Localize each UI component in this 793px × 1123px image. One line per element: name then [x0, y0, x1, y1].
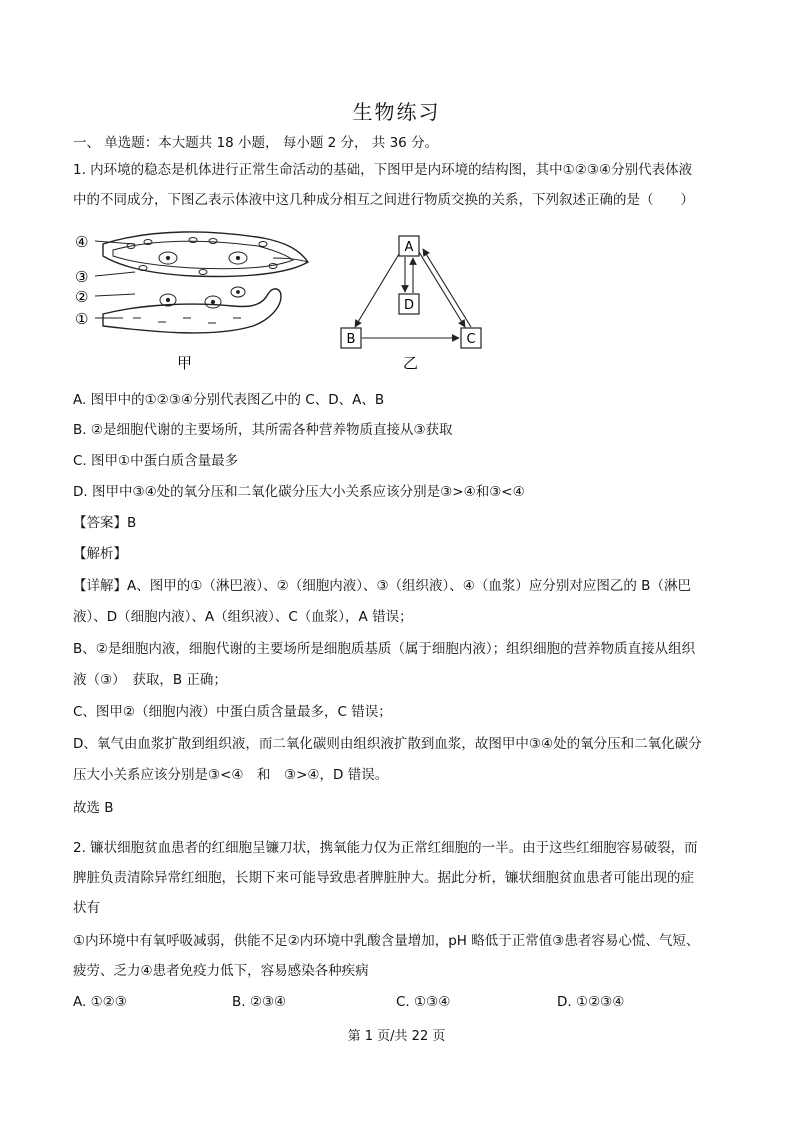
- q2-option-a: A. ①②③: [73, 994, 127, 1010]
- node-b: B: [346, 332, 356, 347]
- page-footer: 第 1 页/共 22 页: [347, 1029, 446, 1044]
- q2-option-b: B. ②③④: [232, 994, 287, 1010]
- q1-analysis-line-7: 压大小关系应该分别是③<④ 和 ③>④，D 错误。: [73, 767, 389, 783]
- q1-analysis-line-5: C、图甲②（细胞内液）中蛋白质含量最多，C 错误；: [73, 704, 392, 720]
- q1-analysis-line-6: D、氧气由血浆扩散到组织液，而二氧化碳则由组织液扩散到血浆，故图甲中③④处的氧分压和二氧化碳分: [73, 736, 702, 752]
- q1-stem-line-2: 中的不同成分，下图乙表示体液中这几种成分相互之间进行物质交换的关系，下列叙述正确的是（ ）: [73, 192, 694, 208]
- q1-answer: 【答案】B: [73, 515, 137, 531]
- q1-option-c: C. 图甲①中蛋白质含量最多: [73, 453, 239, 469]
- q1-analysis-line-2: 液）、D（细胞内液）、A（组织液）、C（血浆），A 错误；: [73, 609, 413, 625]
- q1-analysis-line-1: 【详解】A、图甲的①（淋巴液）、②（细胞内液）、③（组织液）、④（血浆）应分别对应图乙的 B（淋巴: [73, 578, 691, 594]
- q1-option-d: D. 图甲中③④处的氧分压和二氧化碳分压大小关系应该分别是③>④和③<④: [73, 484, 525, 500]
- yi-caption: 乙: [403, 354, 419, 372]
- node-d: D: [403, 298, 415, 313]
- jia-marker-4: ④: [75, 233, 89, 251]
- jia-caption: 甲: [177, 354, 193, 372]
- q2-stem-line-1: 2. 镰状细胞贫血患者的红细胞呈镰刀状，携氧能力仅为正常红细胞的一半。由于这些红细胞容易破裂，而: [73, 840, 698, 856]
- q2-stem-line-3: 状有: [73, 900, 100, 916]
- q1-option-b: B. ②是细胞代谢的主要场所，其所需各种营养物质直接从③获取: [73, 422, 453, 438]
- q1-option-a: A. 图甲中的①②③④分别代表图乙中的 C、D、A、B: [73, 392, 385, 408]
- q2-stem-line-2: 脾脏负责清除异常红细胞，长期下来可能导致患者脾脏肿大。据此分析，镰状细胞贫血患者可能出现的症: [73, 870, 694, 886]
- q1-analysis-line-8: 故选 B: [73, 800, 114, 816]
- figure-jia: [75, 232, 308, 372]
- q2-stem-line-5: 疲劳、乏力④患者免疫力低下，容易感染各种疾病: [73, 963, 369, 979]
- q2-option-d: D. ①②③④: [557, 994, 625, 1010]
- q1-stem-line-1: 1. 内环境的稳态是机体进行正常生命活动的基础，下图甲是内环境的结构图，其中①②③④分别代表体液: [73, 162, 693, 178]
- q1-analysis-heading: 【解析】: [73, 546, 127, 562]
- q2-option-c: C. ①③④: [396, 994, 451, 1010]
- jia-marker-1: ①: [75, 310, 89, 328]
- node-a: A: [404, 240, 414, 255]
- jia-marker-2: ②: [75, 288, 89, 306]
- q1-analysis-line-4: 液（③） 获取，B 正确；: [73, 672, 227, 688]
- q1-analysis-line-3: B、②是细胞内液，细胞代谢的主要场所是细胞质基质（属于细胞内液）；组织细胞的营养物质直接从组织: [73, 641, 696, 657]
- node-c: C: [466, 332, 476, 347]
- section-heading: 一、 单选题：本大题共 18 小题， 每小题 2 分， 共 36 分。: [73, 135, 439, 151]
- figure-yi: [341, 236, 481, 372]
- q1-figure: [73, 228, 513, 378]
- q2-stem-line-4: ①内环境中有氧呼吸减弱，供能不足②内环境中乳酸含量增加，pH 略低于正常值③患者容易心慌、气短、: [73, 933, 700, 949]
- page-title: 生物练习: [352, 100, 441, 124]
- jia-marker-3: ③: [75, 268, 89, 286]
